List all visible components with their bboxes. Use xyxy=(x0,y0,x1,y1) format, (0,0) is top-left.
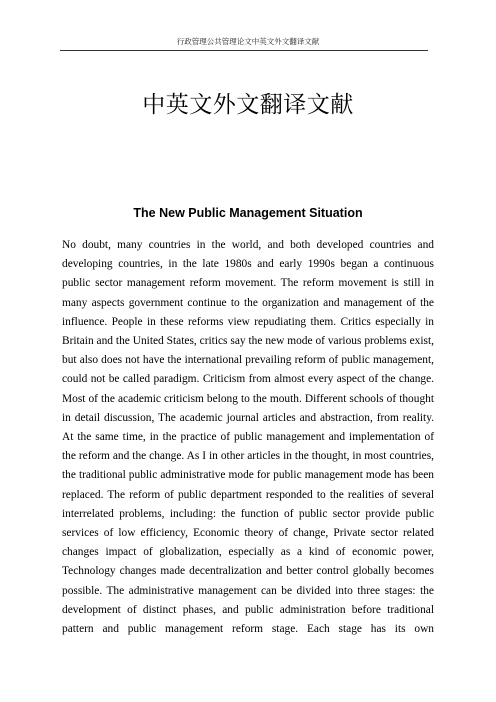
header-rule xyxy=(60,50,428,51)
article-heading: The New Public Management Situation xyxy=(133,206,363,220)
body-paragraph: No doubt, many countries in the world, and both developed countries and developing countries, in the late 1980s and early 1990s began a continuous public sector management reform movement. The reform movement is still in many aspects government continue to the organization and management of the influence. People in these reforms view repudiating them. Critics especially in Britain and the United States, critics say the new mode of various problems exist, but also does not have the international prevailing reform of public management, could not be called paradigm. Criticism from almost every aspect of the change. Most of the academic criticism belong to the mouth. Different schools of thought in detail discussion, The academic journal articles and abstraction, from reality. At the same time, in the practice of public management and implementation of the reform and the change. As I in other articles in the thought, in most countries, the traditional public administrative mode for public management mode has been replaced. The reform of public department responded to the realities of several interrelated problems, including: the function of public sector provide public services of low efficiency, Economic theory of change, Private sector related changes impact of globalization, especially as a kind of economic power, Technology changes made decentralization and better control globally becomes possible. The administrative management can be divided into three stages: the development of distinct phases, and public administration before traditional pattern and public management reform stage. Each stage has its own xyxy=(62,239,434,636)
document-title: 中英文外文翻译文献 xyxy=(142,92,354,118)
running-header: 行政管理公共管理论文中英文外文翻译文献 xyxy=(176,37,320,46)
